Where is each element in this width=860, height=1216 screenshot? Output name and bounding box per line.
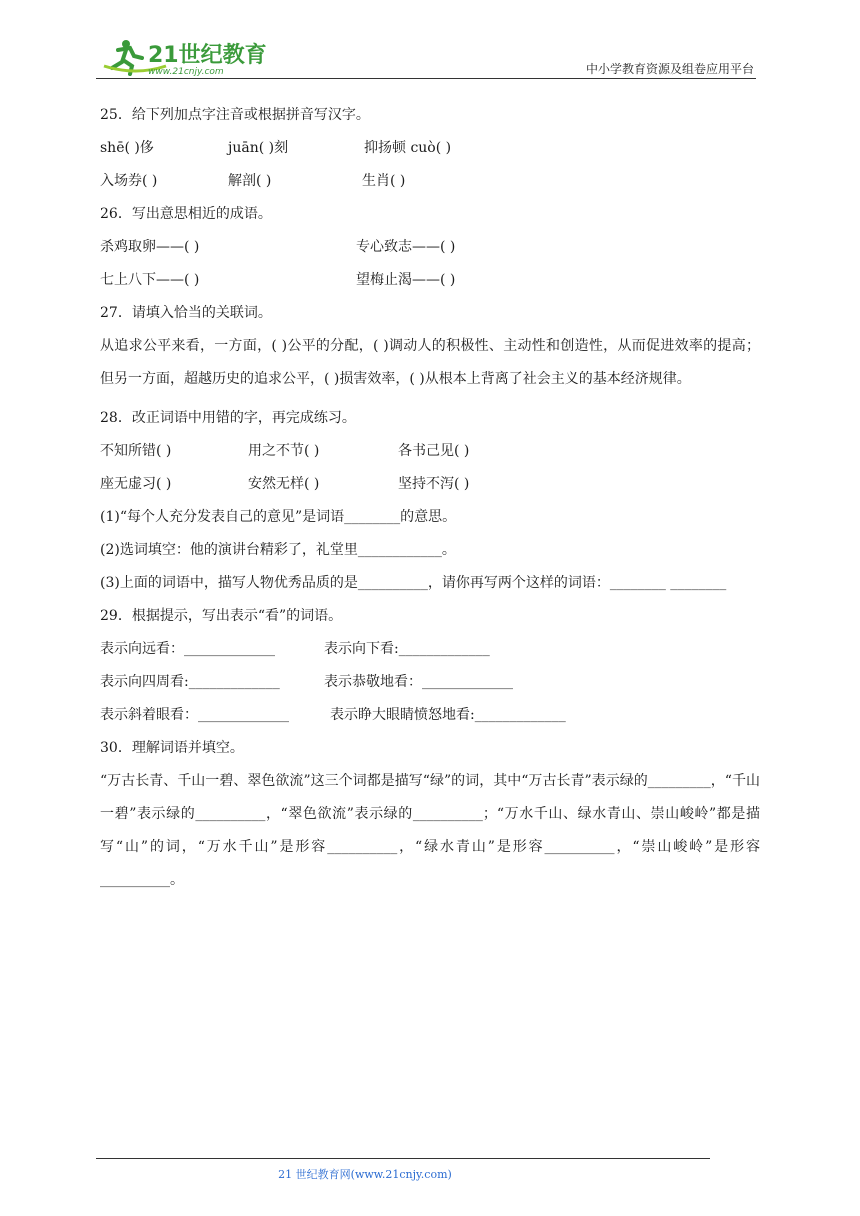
q28-sub3: (3)上面的词语中，描写人物优秀品质的是__________，请你再写两个这样的词语：________ ________: [100, 575, 727, 591]
q29-row1: [100, 638, 760, 660]
q29-item: 表示恭敬地看：_____________: [324, 674, 513, 690]
site-logo: [96, 36, 276, 80]
q28-row1: [100, 440, 760, 462]
q26-item: 七上八下——( ): [100, 272, 200, 288]
q25-row2: [100, 170, 760, 192]
q28-item: 坚持不泻( ): [398, 476, 470, 492]
q25-item: 解剖( ): [228, 173, 272, 189]
question-content: [100, 104, 760, 897]
q29-item: 表示向远看：_____________: [100, 641, 275, 657]
q28-item: 各书己见( ): [398, 443, 470, 459]
q26-title: 26．写出意思相近的成语。: [100, 206, 272, 222]
q29-item: 表示睁大眼睛愤怒地看:_____________: [330, 707, 566, 723]
q30-text: “万古长青、千山一碧、翠色欲流”这三个词都是描写“绿”的词，其中“万古长青”表示绿的_________，“千山一碧”表示绿的__________，“翠色欲流”表示绿的__________；“万水千山、绿水青山、崇山峻岭”都是描写“山”的词，“万水千山”是形容__________，“绿水青山”是形容__________，“崇山峻岭”是形容__________。: [100, 773, 760, 888]
q28-item: 用之不节( ): [248, 443, 320, 459]
q30-title: 30．理解词语并填空。: [100, 740, 244, 756]
q26-item: 望梅止渴——( ): [356, 272, 456, 288]
q25-item: 入场券( ): [100, 173, 158, 189]
svg-text:www.21cnjy.com: www.21cnjy.com: [148, 67, 224, 77]
q29-row3: [100, 704, 760, 726]
q25-item: 抑扬顿 cuò( ): [364, 140, 452, 156]
q29-item: 表示向四周看:_____________: [100, 674, 280, 690]
q28-sub2: (2)选词填空：他的演讲台精彩了，礼堂里____________。: [100, 542, 456, 558]
header-divider: [96, 78, 756, 79]
page-footer: [0, 1166, 860, 1182]
q28-title: 28．改正词语中用错的字，再完成练习。: [100, 410, 356, 426]
q26-item: 杀鸡取卵——( ): [100, 239, 200, 255]
q29-item: 表示斜着眼看：_____________: [100, 707, 289, 723]
footer-divider: [96, 1158, 710, 1159]
q25-item: shē( )侈: [100, 140, 154, 156]
q29-row2: [100, 671, 760, 693]
logo-graphic: [96, 36, 276, 80]
q28-sub1: (1)“每个人充分发表自己的意见”是词语________的意思。: [100, 509, 457, 525]
q26-item: 专心致志——( ): [356, 239, 456, 255]
svg-text:21世纪教育: 21世纪教育: [148, 43, 267, 68]
q29-title: 29．根据提示，写出表示“看”的词语。: [100, 608, 343, 624]
q26-row2: [100, 269, 760, 291]
q28-item: 座无虚习( ): [100, 476, 172, 492]
header-platform-text: 中小学教育资源及组卷应用平台: [585, 62, 754, 76]
q25-title: 25．给下列加点字注音或根据拼音写汉字。: [100, 107, 370, 123]
page-header: [0, 0, 860, 84]
q28-item: 不知所错( ): [100, 443, 172, 459]
q29-item: 表示向下看:_____________: [324, 641, 490, 657]
q27-text: 从追求公平来看，一方面，( )公平的分配，( )调动人的积极性、主动性和创造性，从而促进效率的提高；但另一方面，超越历史的追求公平，( )损害效率，( )从根本上背离了社会主义的基本经济规律。: [100, 338, 760, 387]
q26-row1: [100, 236, 760, 258]
q25-row1: [100, 137, 760, 159]
q28-row2: [100, 473, 760, 495]
q25-item: juān( )刻: [228, 140, 289, 156]
footer-text: 21 世纪教育网(www.21cnjy.com): [278, 1168, 452, 1181]
q28-item: 安然无样( ): [248, 476, 320, 492]
q25-item: 生肖( ): [362, 173, 406, 189]
q27-title: 27．请填入恰当的关联词。: [100, 305, 272, 321]
